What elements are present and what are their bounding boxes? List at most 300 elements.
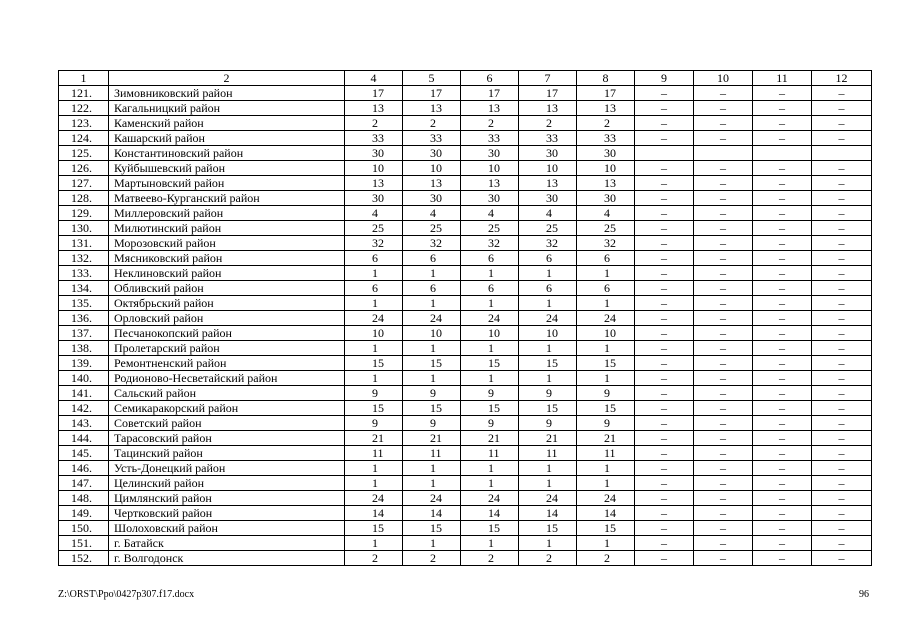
value-cell: 6 <box>345 251 403 266</box>
value-cell: 10 <box>461 161 519 176</box>
value-cell: 2 <box>461 116 519 131</box>
column-header: 7 <box>519 71 577 86</box>
value-cell: 25 <box>461 221 519 236</box>
dash-cell: – <box>753 236 812 251</box>
table-row <box>59 371 872 386</box>
value-cell: 14 <box>577 506 635 521</box>
dash-cell: – <box>753 131 812 146</box>
dash-cell: – <box>635 401 694 416</box>
value-cell: 10 <box>345 326 403 341</box>
value-cell: 14 <box>519 506 577 521</box>
dash-cell: – <box>635 491 694 506</box>
district-name: Мартыновский район <box>109 176 345 191</box>
value-cell: 9 <box>577 416 635 431</box>
dash-cell: – <box>635 461 694 476</box>
district-name: Советский район <box>109 416 345 431</box>
dash-cell: – <box>694 101 753 116</box>
dash-cell: – <box>753 536 812 551</box>
value-cell: 24 <box>577 491 635 506</box>
dash-cell: – <box>753 431 812 446</box>
value-cell: 1 <box>345 371 403 386</box>
value-cell: 11 <box>519 446 577 461</box>
value-cell: 13 <box>403 176 461 191</box>
district-name: г. Волгодонск <box>109 551 345 566</box>
dash-cell: – <box>635 131 694 146</box>
dash-cell: – <box>635 191 694 206</box>
district-name: Кагальницкий район <box>109 101 345 116</box>
dash-cell: – <box>812 476 872 491</box>
value-cell: 17 <box>577 86 635 101</box>
dash-cell: – <box>694 326 753 341</box>
dash-cell: – <box>635 221 694 236</box>
value-cell: 30 <box>403 146 461 161</box>
dash-cell: – <box>694 311 753 326</box>
row-number: 130. <box>59 221 109 236</box>
dash-cell: – <box>753 476 812 491</box>
dash-cell: – <box>635 326 694 341</box>
district-name: Песчанокопский район <box>109 326 345 341</box>
dash-cell: – <box>812 266 872 281</box>
row-number: 129. <box>59 206 109 221</box>
value-cell: 24 <box>461 311 519 326</box>
dash-cell: – <box>635 446 694 461</box>
row-number: 146. <box>59 461 109 476</box>
table-row <box>59 281 872 296</box>
value-cell: 15 <box>461 521 519 536</box>
value-cell: 1 <box>403 266 461 281</box>
district-name: Милютинский район <box>109 221 345 236</box>
value-cell: 24 <box>519 491 577 506</box>
dash-cell: – <box>753 206 812 221</box>
column-header: 8 <box>577 71 635 86</box>
value-cell: 32 <box>345 236 403 251</box>
value-cell: 6 <box>403 251 461 266</box>
district-name: Сальский район <box>109 386 345 401</box>
district-name: Константиновский район <box>109 146 345 161</box>
value-cell: 33 <box>403 131 461 146</box>
dash-cell <box>694 146 753 161</box>
dash-cell: – <box>694 521 753 536</box>
header-row <box>59 71 872 86</box>
value-cell: 1 <box>519 341 577 356</box>
dash-cell: – <box>753 461 812 476</box>
value-cell: 32 <box>461 236 519 251</box>
dash-cell <box>753 146 812 161</box>
value-cell: 15 <box>519 356 577 371</box>
dash-cell: – <box>753 86 812 101</box>
value-cell: 1 <box>519 461 577 476</box>
row-number: 132. <box>59 251 109 266</box>
dash-cell: – <box>635 251 694 266</box>
value-cell: 15 <box>519 521 577 536</box>
district-name: Мясниковский район <box>109 251 345 266</box>
value-cell: 30 <box>403 191 461 206</box>
dash-cell: – <box>694 176 753 191</box>
row-number: 145. <box>59 446 109 461</box>
dash-cell: – <box>753 446 812 461</box>
dash-cell: – <box>812 236 872 251</box>
dash-cell: – <box>694 386 753 401</box>
value-cell: 1 <box>345 266 403 281</box>
dash-cell: – <box>694 251 753 266</box>
dash-cell: – <box>635 551 694 566</box>
table-row <box>59 356 872 371</box>
district-name: Цимлянский район <box>109 491 345 506</box>
value-cell: 1 <box>403 536 461 551</box>
value-cell: 9 <box>519 386 577 401</box>
value-cell: 9 <box>577 386 635 401</box>
dash-cell: – <box>694 371 753 386</box>
value-cell: 9 <box>461 386 519 401</box>
value-cell: 13 <box>345 101 403 116</box>
dash-cell: – <box>694 341 753 356</box>
row-number: 131. <box>59 236 109 251</box>
dash-cell: – <box>694 431 753 446</box>
value-cell: 11 <box>461 446 519 461</box>
value-cell: 11 <box>345 446 403 461</box>
row-number: 134. <box>59 281 109 296</box>
value-cell: 1 <box>403 296 461 311</box>
district-name: Морозовский район <box>109 236 345 251</box>
dash-cell: – <box>694 461 753 476</box>
dash-cell: – <box>753 221 812 236</box>
table-row <box>59 326 872 341</box>
dash-cell: – <box>694 221 753 236</box>
value-cell: 32 <box>519 236 577 251</box>
column-header: 6 <box>461 71 519 86</box>
value-cell: 1 <box>403 461 461 476</box>
dash-cell: – <box>694 131 753 146</box>
district-name: Семикаракорский район <box>109 401 345 416</box>
dash-cell: – <box>753 161 812 176</box>
value-cell: 4 <box>345 206 403 221</box>
value-cell: 13 <box>345 176 403 191</box>
value-cell: 17 <box>403 86 461 101</box>
dash-cell: – <box>635 86 694 101</box>
value-cell: 13 <box>461 101 519 116</box>
column-header: 12 <box>812 71 872 86</box>
value-cell: 30 <box>461 146 519 161</box>
value-cell: 24 <box>461 491 519 506</box>
value-cell: 15 <box>345 401 403 416</box>
table-row <box>59 431 872 446</box>
value-cell: 1 <box>577 536 635 551</box>
table-row <box>59 446 872 461</box>
dash-cell: – <box>812 491 872 506</box>
table-row <box>59 311 872 326</box>
dash-cell: – <box>635 476 694 491</box>
dash-cell: – <box>812 341 872 356</box>
value-cell: 4 <box>519 206 577 221</box>
row-number: 125. <box>59 146 109 161</box>
value-cell: 1 <box>577 476 635 491</box>
dash-cell: – <box>635 266 694 281</box>
dash-cell: – <box>694 401 753 416</box>
value-cell: 24 <box>345 311 403 326</box>
district-name: Матвеево-Курганский район <box>109 191 345 206</box>
row-number: 140. <box>59 371 109 386</box>
value-cell: 1 <box>577 266 635 281</box>
value-cell: 15 <box>403 356 461 371</box>
table-row <box>59 221 872 236</box>
value-cell: 24 <box>577 311 635 326</box>
value-cell: 4 <box>403 206 461 221</box>
dash-cell <box>635 146 694 161</box>
value-cell: 15 <box>403 401 461 416</box>
value-cell: 2 <box>577 116 635 131</box>
dash-cell: – <box>812 461 872 476</box>
row-number: 139. <box>59 356 109 371</box>
dash-cell: – <box>753 491 812 506</box>
value-cell: 1 <box>345 341 403 356</box>
value-cell: 1 <box>461 371 519 386</box>
dash-cell: – <box>812 401 872 416</box>
value-cell: 2 <box>403 551 461 566</box>
dash-cell: – <box>753 281 812 296</box>
value-cell: 17 <box>345 86 403 101</box>
dash-cell: – <box>694 296 753 311</box>
dash-cell: – <box>694 356 753 371</box>
dash-cell: – <box>635 281 694 296</box>
dash-cell: – <box>694 536 753 551</box>
value-cell: 9 <box>403 416 461 431</box>
value-cell: 2 <box>461 551 519 566</box>
district-name: Ремонтненский район <box>109 356 345 371</box>
dash-cell: – <box>635 356 694 371</box>
district-name: Тацинский район <box>109 446 345 461</box>
dash-cell: – <box>812 221 872 236</box>
row-number: 150. <box>59 521 109 536</box>
value-cell: 25 <box>577 221 635 236</box>
dash-cell: – <box>694 86 753 101</box>
value-cell: 33 <box>461 131 519 146</box>
dash-cell: – <box>753 101 812 116</box>
dash-cell: – <box>812 161 872 176</box>
district-name: Неклиновский район <box>109 266 345 281</box>
dash-cell: – <box>635 116 694 131</box>
value-cell: 1 <box>345 476 403 491</box>
value-cell: 10 <box>577 326 635 341</box>
district-name: Миллеровский район <box>109 206 345 221</box>
value-cell: 1 <box>461 536 519 551</box>
table-row <box>59 476 872 491</box>
table-body <box>59 71 872 566</box>
dash-cell: – <box>753 311 812 326</box>
dash-cell: – <box>694 206 753 221</box>
row-number: 147. <box>59 476 109 491</box>
dash-cell: – <box>694 446 753 461</box>
district-name: Тарасовский район <box>109 431 345 446</box>
dash-cell: – <box>694 551 753 566</box>
district-name: Чертковский район <box>109 506 345 521</box>
table-row <box>59 521 872 536</box>
value-cell: 1 <box>403 371 461 386</box>
value-cell: 14 <box>403 506 461 521</box>
value-cell: 30 <box>345 191 403 206</box>
value-cell: 1 <box>403 341 461 356</box>
table-row <box>59 386 872 401</box>
value-cell: 10 <box>403 161 461 176</box>
row-number: 152. <box>59 551 109 566</box>
dash-cell: – <box>694 191 753 206</box>
value-cell: 4 <box>577 206 635 221</box>
value-cell: 6 <box>519 281 577 296</box>
dash-cell: – <box>753 326 812 341</box>
value-cell: 32 <box>577 236 635 251</box>
value-cell: 21 <box>403 431 461 446</box>
dash-cell: – <box>635 386 694 401</box>
column-header: 4 <box>345 71 403 86</box>
row-number: 121. <box>59 86 109 101</box>
dash-cell: – <box>635 371 694 386</box>
value-cell: 13 <box>577 101 635 116</box>
dash-cell: – <box>812 446 872 461</box>
district-name: Зимовниковский район <box>109 86 345 101</box>
dash-cell: – <box>812 356 872 371</box>
dash-cell: – <box>812 206 872 221</box>
row-number: 138. <box>59 341 109 356</box>
value-cell: 30 <box>345 146 403 161</box>
dash-cell: – <box>812 521 872 536</box>
row-number: 123. <box>59 116 109 131</box>
row-number: 151. <box>59 536 109 551</box>
value-cell: 10 <box>345 161 403 176</box>
column-header: 9 <box>635 71 694 86</box>
value-cell: 33 <box>519 131 577 146</box>
value-cell: 10 <box>519 326 577 341</box>
file-path: Z:\ORST\Ppo\0427p307.f17.docx <box>58 589 195 600</box>
district-name: Родионово-Несветайский район <box>109 371 345 386</box>
value-cell: 2 <box>519 551 577 566</box>
dash-cell: – <box>694 116 753 131</box>
table-row <box>59 251 872 266</box>
dash-cell: – <box>753 296 812 311</box>
value-cell: 30 <box>519 191 577 206</box>
district-name: Целинский район <box>109 476 345 491</box>
value-cell: 1 <box>519 266 577 281</box>
table-row <box>59 341 872 356</box>
table-row <box>59 131 872 146</box>
value-cell: 21 <box>519 431 577 446</box>
dash-cell: – <box>753 116 812 131</box>
dash-cell: – <box>753 371 812 386</box>
value-cell: 1 <box>461 461 519 476</box>
row-number: 133. <box>59 266 109 281</box>
dash-cell: – <box>812 551 872 566</box>
dash-cell: – <box>694 416 753 431</box>
value-cell: 15 <box>403 521 461 536</box>
value-cell: 13 <box>519 176 577 191</box>
table-row <box>59 116 872 131</box>
dash-cell: – <box>753 266 812 281</box>
value-cell: 13 <box>519 101 577 116</box>
dash-cell: – <box>635 206 694 221</box>
value-cell: 24 <box>403 491 461 506</box>
value-cell: 11 <box>403 446 461 461</box>
value-cell: 1 <box>461 341 519 356</box>
dash-cell: – <box>635 296 694 311</box>
dash-cell: – <box>812 311 872 326</box>
row-number: 149. <box>59 506 109 521</box>
value-cell: 10 <box>461 326 519 341</box>
dash-cell: – <box>753 386 812 401</box>
value-cell: 17 <box>461 86 519 101</box>
value-cell: 2 <box>519 116 577 131</box>
value-cell: 1 <box>519 476 577 491</box>
column-header: 1 <box>59 71 109 86</box>
value-cell: 25 <box>403 221 461 236</box>
value-cell: 15 <box>519 401 577 416</box>
row-number: 126. <box>59 161 109 176</box>
dash-cell: – <box>753 176 812 191</box>
table-row <box>59 266 872 281</box>
table-row <box>59 461 872 476</box>
value-cell: 1 <box>519 296 577 311</box>
table-row <box>59 416 872 431</box>
value-cell: 6 <box>403 281 461 296</box>
dash-cell: – <box>753 401 812 416</box>
row-number: 122. <box>59 101 109 116</box>
value-cell: 6 <box>461 251 519 266</box>
row-number: 143. <box>59 416 109 431</box>
dash-cell: – <box>812 416 872 431</box>
district-name: Каменский район <box>109 116 345 131</box>
value-cell: 24 <box>345 491 403 506</box>
table-row <box>59 191 872 206</box>
value-cell: 6 <box>577 281 635 296</box>
column-header: 11 <box>753 71 812 86</box>
value-cell: 25 <box>345 221 403 236</box>
dash-cell: – <box>694 506 753 521</box>
dash-cell: – <box>812 116 872 131</box>
table-row <box>59 401 872 416</box>
district-name: Шолоховский район <box>109 521 345 536</box>
dash-cell: – <box>812 326 872 341</box>
dash-cell: – <box>812 131 872 146</box>
value-cell: 1 <box>577 296 635 311</box>
dash-cell: – <box>812 191 872 206</box>
table-row <box>59 236 872 251</box>
row-number: 142. <box>59 401 109 416</box>
value-cell: 11 <box>577 446 635 461</box>
dash-cell: – <box>694 266 753 281</box>
dash-cell: – <box>694 161 753 176</box>
column-header: 10 <box>694 71 753 86</box>
table-row <box>59 146 872 161</box>
value-cell: 30 <box>519 146 577 161</box>
dash-cell: – <box>812 101 872 116</box>
table-row <box>59 176 872 191</box>
value-cell: 1 <box>519 536 577 551</box>
table-row <box>59 86 872 101</box>
dash-cell: – <box>812 371 872 386</box>
dash-cell: – <box>694 491 753 506</box>
value-cell: 15 <box>461 356 519 371</box>
value-cell: 9 <box>345 386 403 401</box>
dash-cell: – <box>753 416 812 431</box>
value-cell: 33 <box>577 131 635 146</box>
value-cell: 15 <box>345 356 403 371</box>
dash-cell: – <box>753 341 812 356</box>
value-cell: 13 <box>461 176 519 191</box>
dash-cell: – <box>753 551 812 566</box>
row-number: 144. <box>59 431 109 446</box>
value-cell: 21 <box>345 431 403 446</box>
dash-cell: – <box>694 476 753 491</box>
row-number: 137. <box>59 326 109 341</box>
value-cell: 1 <box>577 341 635 356</box>
value-cell: 6 <box>345 281 403 296</box>
